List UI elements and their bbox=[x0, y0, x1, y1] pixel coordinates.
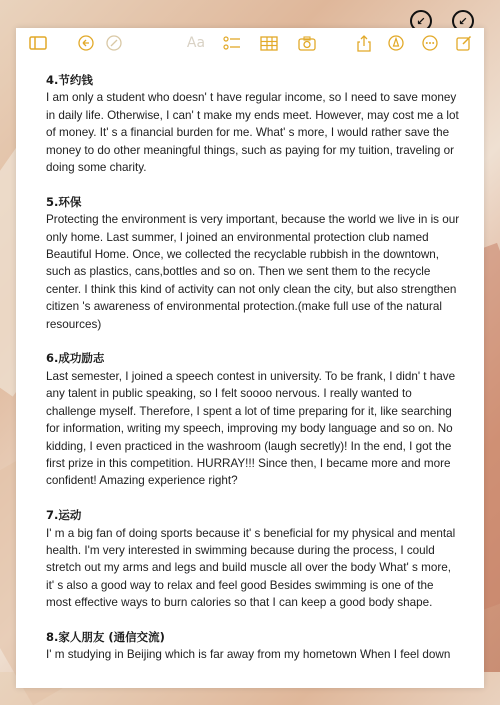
note-section bbox=[46, 629, 462, 664]
section-paragraph: I' m a big fan of doing sports because it' s beneficial for my physical and mental health. I'm very interested in swimming because during the process, I could stretch out my arms and legs and build muscle all over the body What' s more, it' s also a good way to relax and feel good Besides swimming is one of the most effective ways to burn calories so that I can keep a good body shape. bbox=[46, 526, 456, 610]
note-section bbox=[46, 507, 462, 611]
section-heading: 5.环保 bbox=[46, 194, 82, 209]
note-section bbox=[46, 194, 462, 333]
checklist-icon[interactable] bbox=[222, 34, 242, 52]
arrow-circle-icon: ↙ bbox=[410, 10, 432, 32]
more-options-icon[interactable] bbox=[420, 34, 440, 52]
note-section bbox=[46, 72, 462, 176]
note-body[interactable] bbox=[46, 72, 462, 681]
redo-icon[interactable] bbox=[104, 34, 124, 52]
markup-pen-icon[interactable] bbox=[386, 34, 406, 52]
section-paragraph: Protecting the environment is very important, because the world we live in is our only home. Last summer, I joined an environmental protection club named Beautiful Home. Once, we collected the recyclable rubbish in the downtown, such as plastics, cans,bottles and so on. Then we sent them to the recycle center. I think this kind of activity can not only clean the city, but also strengthen citizen 's awareness of environmental protection.(make full use of the natural resources) bbox=[46, 213, 460, 331]
share-icon[interactable] bbox=[354, 34, 374, 52]
table-icon[interactable] bbox=[258, 34, 280, 52]
section-heading: 8.家人朋友 (通信交流) bbox=[46, 629, 165, 644]
sidebar-toggle-icon[interactable] bbox=[28, 34, 48, 52]
camera-icon[interactable] bbox=[296, 34, 318, 52]
format-button[interactable]: Aa bbox=[186, 35, 206, 51]
notes-toolbar bbox=[16, 28, 484, 58]
notes-window bbox=[16, 28, 484, 688]
section-heading: 4.节约钱 bbox=[46, 73, 93, 87]
section-paragraph: I am only a student who doesn' t have regular income, so I need to save money in daily life. Otherwise, I can' t make my ends meet. However, may cost me a lot of money. It' s a financial burden for me. What' s more, I would rather save the money to do other meaningful things, such as paying for my tuition, traveling or doing some charity. bbox=[46, 91, 459, 175]
arrow-circle-icon: ↙ bbox=[452, 10, 474, 32]
section-paragraph: Last semester, I joined a speech contest in university. To be frank, I didn' t have any talent in public speaking, so I felt soooo nervous. I really wanted to challenge myself. Therefore, I spent a lot of time preparing for it, like searching for information, writing my speech, improving my body language and so on. No kidding, I even practiced in the washroom (laugh secretly)! In the end, I got the first prize in this competition. HURRAY!!! Since then, I became more and more confident! Amazing experience right? bbox=[46, 369, 456, 488]
section-heading: 7.运动 bbox=[46, 508, 82, 523]
compose-icon[interactable] bbox=[454, 34, 474, 52]
section-heading: 6.成功励志 bbox=[46, 351, 105, 366]
note-section bbox=[46, 350, 462, 489]
section-paragraph: I' m studying in Beijing which is far away from my hometown When I feel down bbox=[46, 648, 451, 662]
undo-icon[interactable] bbox=[76, 34, 96, 52]
